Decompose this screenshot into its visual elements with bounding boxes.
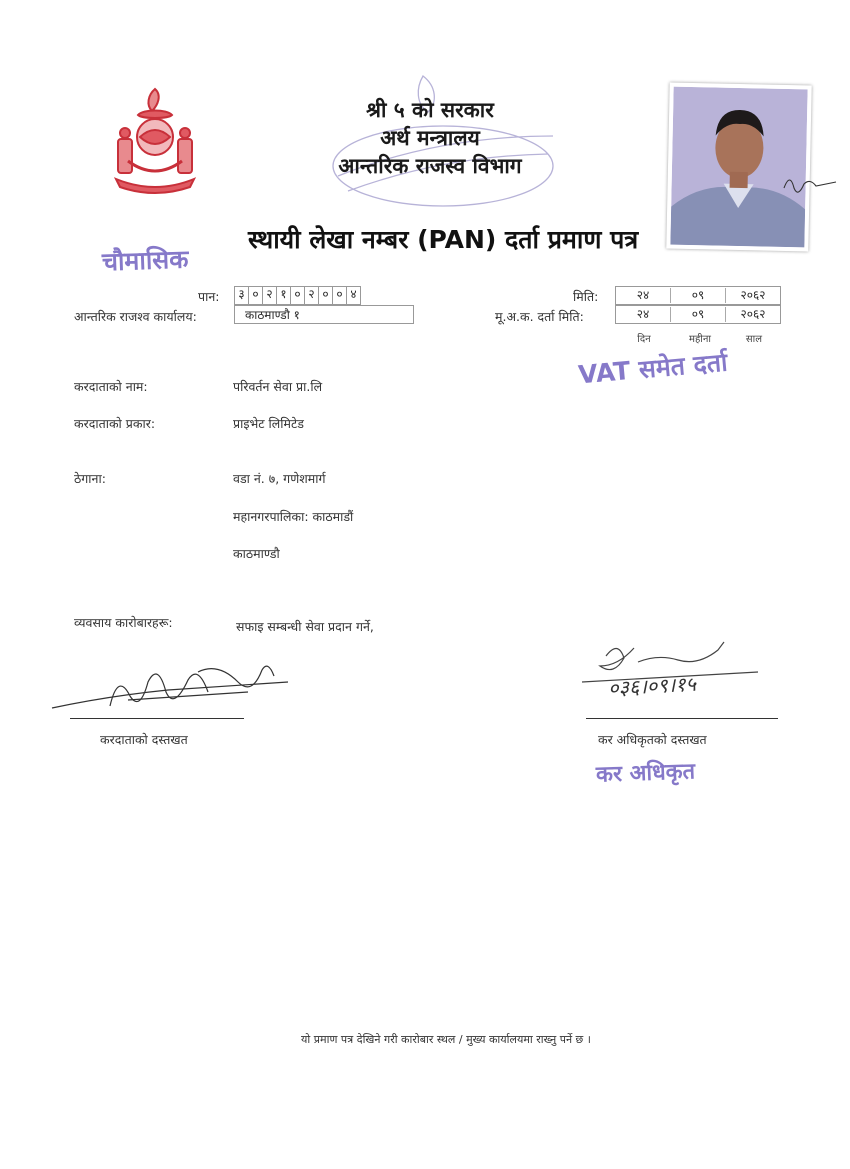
miti-month: ०९ bbox=[671, 288, 726, 303]
taxpayer-signature-icon bbox=[48, 652, 298, 722]
government-name: श्री ५ को सरकार bbox=[366, 98, 494, 122]
officer-signature-line bbox=[586, 718, 778, 719]
business-label: व्यवसाय कारोबारहरू: bbox=[74, 615, 173, 630]
certificate-title: स्थायी लेखा नम्बर (PAN) दर्ता प्रमाण पत्र bbox=[248, 225, 639, 254]
chaumasik-stamp: चौमासिक bbox=[101, 244, 189, 277]
officer-stamp: कर अधिकृत bbox=[595, 759, 696, 788]
miti-label: मिति: bbox=[573, 289, 599, 304]
office-value-text: काठमाण्डौ १ bbox=[245, 308, 300, 322]
address-line-1: वडा नं. ७, गणेशमार्ग bbox=[233, 471, 326, 486]
pan-digit: ० bbox=[249, 287, 263, 304]
office-label: आन्तरिक राजश्व कार्यालय: bbox=[74, 309, 197, 324]
taxpayer-type: प्राइभेट लिमिटेड bbox=[233, 416, 304, 431]
taxpayer-photo bbox=[666, 83, 811, 252]
col-day-label: दिन bbox=[637, 334, 651, 345]
ministry-name: अर्थ मन्त्रालय bbox=[380, 126, 480, 150]
pan-label: पान: bbox=[198, 289, 220, 304]
pan-digit: २ bbox=[305, 287, 319, 304]
pan-number-box bbox=[234, 286, 361, 305]
officer-signature-date: ०३६।०९।१५ bbox=[607, 671, 697, 701]
muak-box bbox=[615, 305, 781, 324]
address-line-2: महानगरपालिका: काठमाडौं bbox=[233, 509, 354, 524]
emblem-icon bbox=[108, 85, 202, 197]
taxpayer-name: परिवर्तन सेवा प्रा.लि bbox=[233, 379, 323, 394]
pan-digit: ० bbox=[333, 287, 347, 304]
col-month-label: महीना bbox=[688, 334, 712, 345]
date-column-labels bbox=[615, 331, 781, 345]
taxpayer-name-label: करदाताको नाम: bbox=[74, 379, 148, 394]
taxpayer-signature-line bbox=[70, 718, 244, 719]
photo-signature-icon bbox=[780, 168, 840, 202]
pan-digit: ० bbox=[291, 287, 305, 304]
pan-digit: ४ bbox=[350, 287, 357, 301]
pan-digit: ० bbox=[319, 287, 333, 304]
office-value bbox=[234, 305, 414, 324]
col-year-label: साल bbox=[745, 334, 763, 345]
pan-digit: ३ bbox=[235, 287, 249, 304]
officer-signature-label: कर अधिकृतको दस्तखत bbox=[598, 732, 707, 747]
muak-year: २०६२ bbox=[740, 307, 766, 321]
taxpayer-signature-label: करदाताको दस्तखत bbox=[100, 732, 188, 747]
footer-note: यो प्रमाण पत्र देखिने गरी कारोबार स्थल / मुख्य कार्यालयमा राख्नु पर्ने छ । bbox=[301, 1033, 591, 1046]
business-value: सफाइ सम्बन्धी सेवा प्रदान गर्ने, bbox=[236, 619, 374, 634]
person-photo-icon bbox=[670, 87, 807, 248]
address-label: ठेगाना: bbox=[74, 471, 106, 486]
department-name: आन्तरिक राजस्व विभाग bbox=[338, 154, 522, 178]
miti-box bbox=[615, 286, 781, 305]
pan-digit: २ bbox=[263, 287, 277, 304]
taxpayer-type-label: करदाताको प्रकार: bbox=[74, 416, 156, 431]
address-line-3: काठमाण्डौ bbox=[233, 546, 280, 561]
vat-registered-stamp: VAT समेत दर्ता bbox=[577, 347, 729, 390]
pan-digit: १ bbox=[277, 287, 291, 304]
muak-label: मू.अ.क. दर्ता मिति: bbox=[495, 309, 584, 324]
muak-day: २४ bbox=[616, 307, 671, 322]
miti-day: २४ bbox=[616, 288, 671, 303]
miti-year: २०६२ bbox=[740, 288, 766, 302]
muak-month: ०९ bbox=[671, 307, 726, 322]
